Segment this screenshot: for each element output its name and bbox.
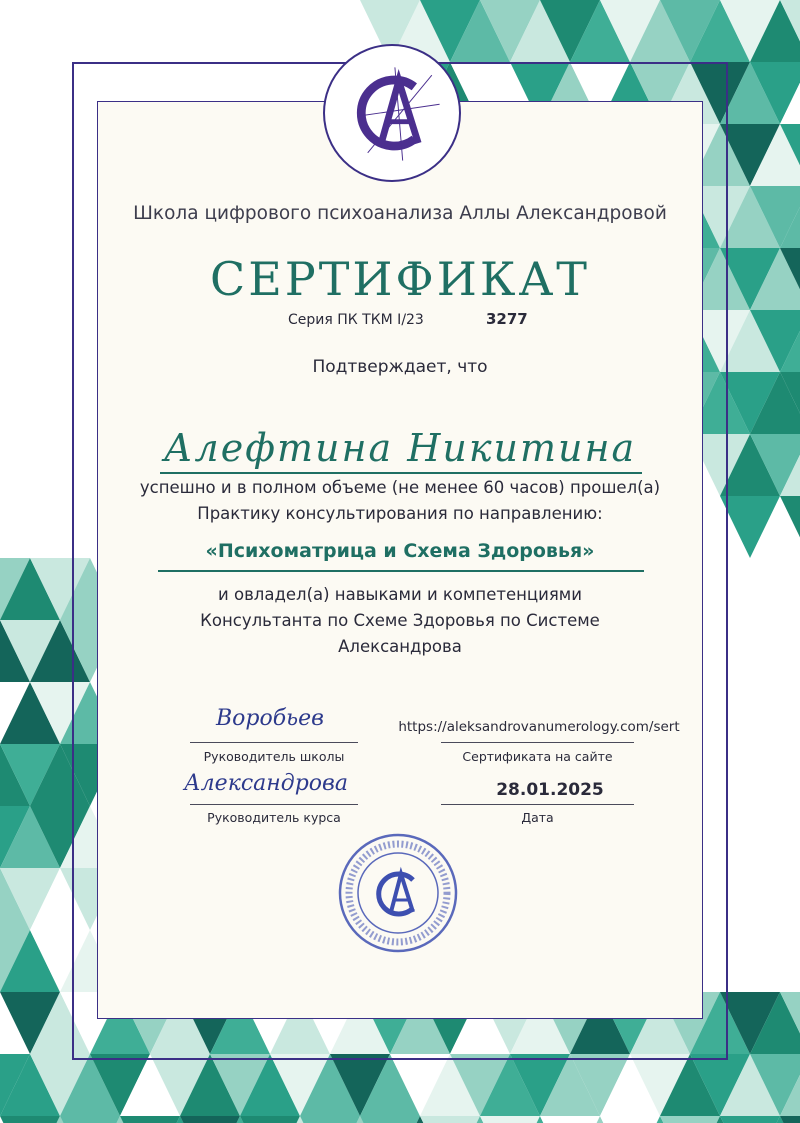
competence-line-2: Консультанта по Схеме Здоровья по Системе <box>200 611 600 630</box>
course-underline <box>158 570 644 572</box>
background-triangle <box>540 1116 600 1123</box>
school-name: Школа цифрового психоанализа Аллы Александровой <box>133 203 667 224</box>
completion-line-2: Практику консультирования по направлению: <box>197 504 603 523</box>
background-triangle <box>480 1116 540 1123</box>
course-title: «Психоматрица и Схема Здоровья» <box>205 540 595 562</box>
background-triangle <box>780 496 800 558</box>
date-label: Дата <box>521 810 554 825</box>
name-underline <box>160 472 642 474</box>
series-number: 3277 <box>486 310 528 328</box>
recipient-name: Алефтина Никитина <box>163 426 637 470</box>
background-triangle <box>420 1116 480 1123</box>
school-head-signature-line <box>190 742 358 743</box>
background-triangle <box>240 1116 300 1123</box>
competence-line-1: и овладел(а) навыками и компетенциями <box>218 585 582 604</box>
school-head-label: Руководитель школы <box>203 749 345 764</box>
background-triangle <box>720 496 780 558</box>
course-head-label: Руководитель курса <box>207 810 341 825</box>
school-head-signature: Воробьев <box>216 706 324 731</box>
confirms-text: Подтверждает, что <box>312 357 488 377</box>
verification-line <box>441 742 634 743</box>
background-triangle <box>0 1116 60 1123</box>
series-label: Серия ПК ТКМ I/23 <box>288 312 424 328</box>
verification-url[interactable]: https://aleksandrovanumerology.com/sert <box>398 719 680 735</box>
background-triangle <box>600 1116 660 1123</box>
issue-date: 28.01.2025 <box>496 780 604 800</box>
background-triangle <box>300 1116 360 1123</box>
certificate-title: СЕРТИФИКАТ <box>210 252 590 306</box>
background-triangle <box>720 1116 780 1123</box>
background-triangle <box>780 1116 800 1123</box>
verification-label: Сертификата на сайте <box>462 749 613 764</box>
ca-monogram-logo-icon <box>323 44 461 182</box>
background-triangle <box>660 1116 720 1123</box>
completion-line-1: успешно и в полном объеме (не менее 60 часов) прошел(а) <box>139 478 661 497</box>
course-head-signature-line <box>190 804 358 805</box>
background-triangle <box>360 1116 420 1123</box>
competence-line-3: Александрова <box>338 637 462 656</box>
round-seal-stamp-icon <box>337 832 459 954</box>
course-head-signature: Александрова <box>184 771 348 796</box>
background-triangle <box>120 1116 180 1123</box>
background-triangle <box>60 1116 120 1123</box>
date-line <box>441 804 634 805</box>
background-triangle <box>180 1116 240 1123</box>
